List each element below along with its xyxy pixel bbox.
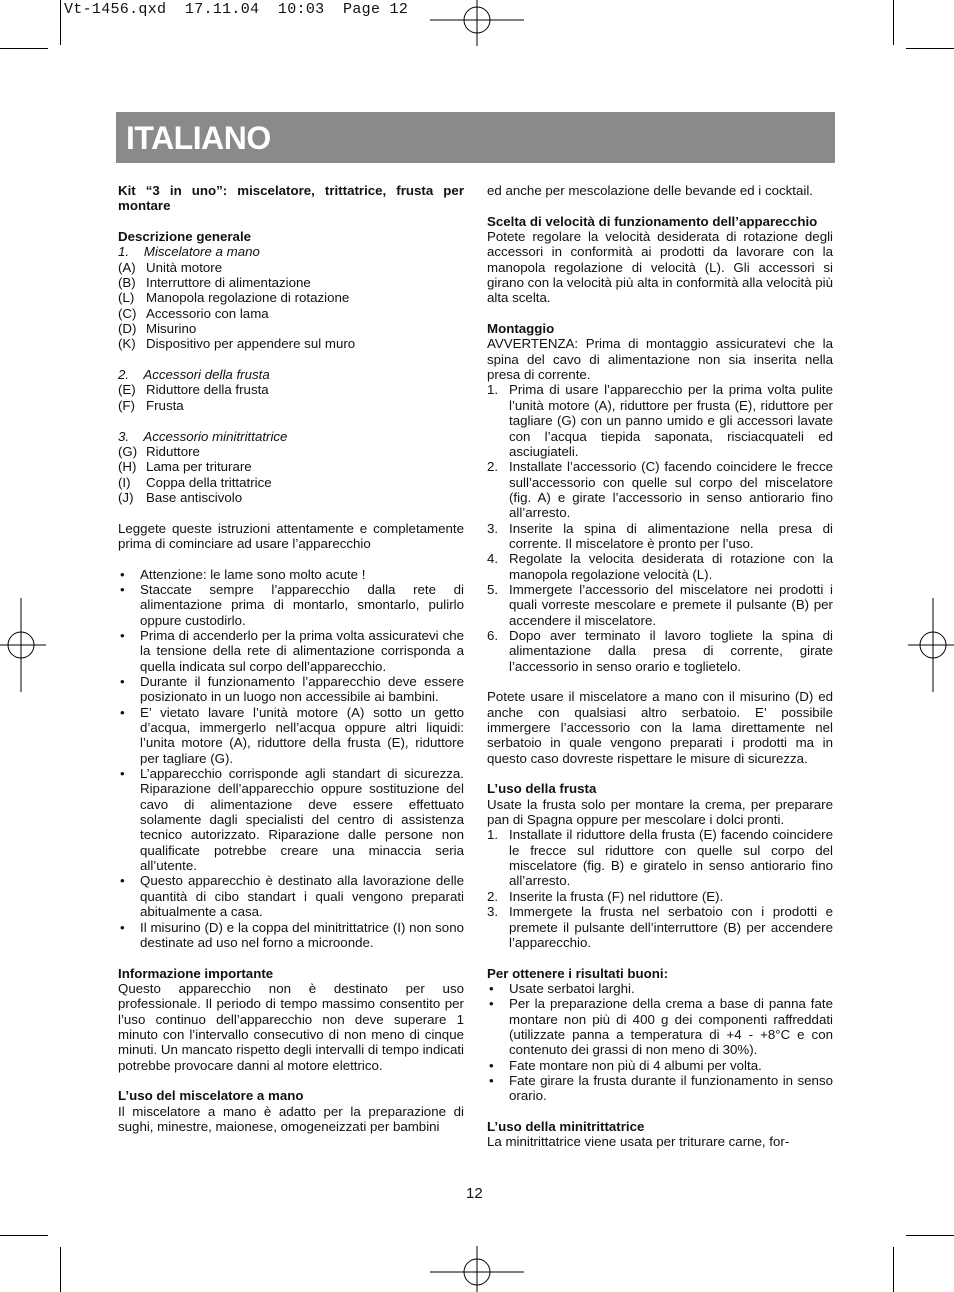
list-item: (B) Interruttore di alimentazione <box>118 275 311 291</box>
crop-mark-bottom-right <box>893 1247 894 1292</box>
bullet-item: • Per la preparazione della crema a base di panna fate montare non più di 400 g dei componenti raffreddati (utilizzate panna a temperatura di +4 - +8°C e con contenuto dei grassi di non meno di 30%). <box>489 996 833 1058</box>
crop-mark-bottom-left <box>60 1247 61 1292</box>
whisk-paragraph: Usate la frusta solo per montare la crema, per preparare pan di Spagna oppure per mescolare i dolci pronti. <box>487 796 833 828</box>
list-item: (D) Misurino <box>118 321 197 337</box>
list-item: (C) Accessorio con lama <box>118 305 269 321</box>
uso-paragraph: Il miscelatore a mano è adatto per la preparazione di sughi, minestre, maionese, omogeneizzati per bambini <box>118 1103 464 1134</box>
bullet-item: • Questo apparecchio è destinato alla lavorazione delle quantità di cibo standart i quali vengono preparati abitualmente a casa. <box>120 873 464 920</box>
info-paragraph: Questo apparecchio non è destinato per uso professionale. Il periodo di tempo massimo consentito per l’uso continuo dell’apparecchio non deve superare 1 minuto con l’intervallo consecutivo di non meno di cinque minuti. Un mancato rispetto degli intervalli di tempo indicati potrebbe provocare danni al motore elettrico. <box>118 980 464 1073</box>
numbered-item: 3. Inserite la spina di alimentazione nella presa di corrente. Il miscelatore è pronto per l’uso. <box>487 520 833 551</box>
right-column <box>487 183 833 1150</box>
speed-heading: Scelta di velocità di funzionamento dell’apparecchio <box>487 213 818 229</box>
results-bullets <box>487 981 833 1104</box>
list-item: (H) Lama per triturare <box>118 459 252 475</box>
info-heading: Informazione importante <box>118 965 274 981</box>
banner-title: ITALIANO <box>126 120 271 156</box>
kit-title: Kit “3 in uno”: miscelatore, trittatrice, frusta per montare <box>118 183 464 214</box>
bullet-item: • Attenzione: le lame sono molto acute ! <box>120 566 366 582</box>
list-item: (L) Manopola regolazione di rotazione <box>118 290 350 306</box>
numbered-item: 6. Dopo aver terminato il lavoro togliete la spina di alimentazione dalla presa di corrente, girate l’accessorio in senso orario e toglietelo. <box>487 627 833 674</box>
bullet-item: • Fate montare non più di 4 albumi per volta. <box>489 1057 762 1073</box>
numbered-item: 2. Installate l’accessorio (C) facendo coincidere le frecce sull’accessorio con quelle sul corpo del miscelatore (fig. A) e girate l’accessorio in senso antiorario fino all’arresto. <box>487 459 833 521</box>
registration-mark-right <box>908 598 954 692</box>
intro-paragraph: Leggete queste istruzioni attentamente e completamente prima di cominciare ad usare l’apparecchio <box>118 520 464 551</box>
crop-mark-top-right <box>893 0 894 45</box>
group3-title: 3. Accessorio minitrittatrice <box>118 428 288 444</box>
print-slug: Vt-1456.qxd 17.11.04 10:03 Page 12 <box>64 1 409 18</box>
mounting-paragraph-2: Potete usare il miscelatore a mano con il misurino (D) ed anche con qualsiasi altro serbatoio. E’ possibile immergere l’accessorio con la lama direttamente nel serbatoio in quale vengono preparati i prodotti ma in questo caso dovreste rispettare le misure di sicurezza. <box>487 689 833 766</box>
list-item: (I) Coppa della trittatrice <box>118 474 272 490</box>
group1-title: 1. Miscelatore a mano <box>118 244 260 260</box>
bullet-item: • Prima di accenderlo per la prima volta assicuratevi che la tensione della rete di alimentazione corrisponda a quella indicata sul corpo dell’apparecchio. <box>120 627 464 674</box>
list-item: (J) Base antiscivolo <box>118 489 243 505</box>
language-banner <box>116 112 835 163</box>
numbered-item: 1. Prima di usare l’apparecchio per la prima volta pulite l’unità motore (A), riduttore per frusta (E), riduttore per tagliare (G) con un panno umido e gli accessori lavate con l’acqua tiepida saponata, risciacquateli ed asciugiateli. <box>487 382 833 459</box>
registration-mark-bottom <box>430 1246 524 1292</box>
bullet-item: • Durante il funzionamento l’apparecchio deve essere posizionato in un luogo non accessibile ai bambini. <box>120 674 464 705</box>
crop-mark-left-bottom <box>0 1235 48 1236</box>
group3-list <box>118 444 464 505</box>
whisk-heading: L’uso della frusta <box>487 781 597 797</box>
numbered-item: 3. Immergete la frusta nel serbatoio con i prodotti e premete il pulsante dell’interruttore (B) per accendere l’apparecchio. <box>487 904 833 950</box>
group2-list <box>118 382 464 413</box>
mounting-warning: AVVERTENZA: Prima di montaggio assicuratevi che la spina del cavo di alimentazione non sia inserita nella presa di corrente. <box>487 336 833 383</box>
list-item: (G) Riduttore <box>118 443 200 459</box>
mounting-heading: Montaggio <box>487 321 555 337</box>
crop-mark-right-bottom <box>906 1235 954 1236</box>
registration-mark-left <box>0 598 46 692</box>
crop-mark-left-top <box>0 48 48 49</box>
group1-list <box>118 260 464 352</box>
chopper-heading: L’uso della minitrittatrice <box>487 1118 645 1134</box>
continued-paragraph: ed anche per mescolazione delle bevande ed i cocktail. <box>487 183 813 198</box>
crop-mark-top-left <box>60 0 61 45</box>
numbered-item: 2. Inserite la frusta (F) nel riduttore (E). <box>487 888 724 904</box>
uso-heading: L’uso del miscelatore a mano <box>118 1088 304 1104</box>
group2-title: 2. Accessori della frusta <box>118 367 270 383</box>
numbered-item: 5. Immergete l’accessorio del miscelatore nei prodotti i quali vorreste mescolare e premete il pulsante (B) per accendere il miscelatore. <box>487 581 833 628</box>
bullet-item: • Staccate sempre l’apparecchio dalla rete di alimentazione prima di montarlo, smontarlo, pulirlo oppure custodirlo. <box>120 581 464 628</box>
bullet-item: • Il misurino (D) e la coppa del minitrittatrice (I) non sono destinate ad uso nel forno a microonde. <box>120 919 464 950</box>
numbered-item: 4. Regolate la velocita desiderata di rotazione con la manopola regolazione velocità (L). <box>487 551 833 582</box>
safety-bullets <box>118 567 464 951</box>
bullet-item: • Usate serbatoi larghi. <box>489 980 635 996</box>
list-item: (K) Dispositivo per appendere sul muro <box>118 336 356 352</box>
description-heading: Descrizione generale <box>118 229 252 245</box>
list-item: (E) Riduttore della frusta <box>118 382 269 398</box>
crop-mark-right-top <box>906 48 954 49</box>
left-column <box>118 183 464 1134</box>
list-item: (A) Unità motore <box>118 259 223 275</box>
page-number: 12 <box>466 1185 483 1202</box>
list-item: (F) Frusta <box>118 397 184 413</box>
bullet-item: • L’apparecchio corrisponde agli standart di sicurezza. Riparazione dell’apparecchio oppure sostituzione del cavo di alimentazione deve essere effettuato solamente dagli specialisti del centro di assistenza tecnico autorizzato. Riparazione dalle persone non qualificate potrebbe creare una minaccia seria all’utente. <box>120 766 464 874</box>
results-heading: Per ottenere i risultati buoni: <box>487 965 669 981</box>
bullet-item: • Fate girare la frusta durante il funzionamento in senso orario. <box>489 1072 833 1104</box>
numbered-item: 1. Installate il riduttore della frusta (E) facendo coincidere le frecce sul riduttore con quelle sul corpo del miscelatore (fig. B) e giratelo in senso antiorario fino all’arresto. <box>487 827 833 889</box>
registration-mark-top <box>430 0 524 46</box>
chopper-paragraph: La minitrittatrice viene usata per triturare carne, for- <box>487 1134 790 1150</box>
speed-paragraph: Potete regolare la velocità desiderata di rotazione degli accessori in conformità ai prodotti da lavorare con la manopola regolazione di velocità (L). Gli accessori si girano con la velocità più alta in conformità alla velocità più alta scelta. <box>487 229 833 306</box>
mounting-steps <box>487 382 833 674</box>
whisk-steps <box>487 827 833 950</box>
bullet-item: • E’ vietato lavare l’unità motore (A) sotto un getto d’acqua, immergerlo nell’acqua oppure altri liquidi: l’unita motore (A), riduttore della frusta (E), riduttore per tagliare (G). <box>120 704 464 766</box>
